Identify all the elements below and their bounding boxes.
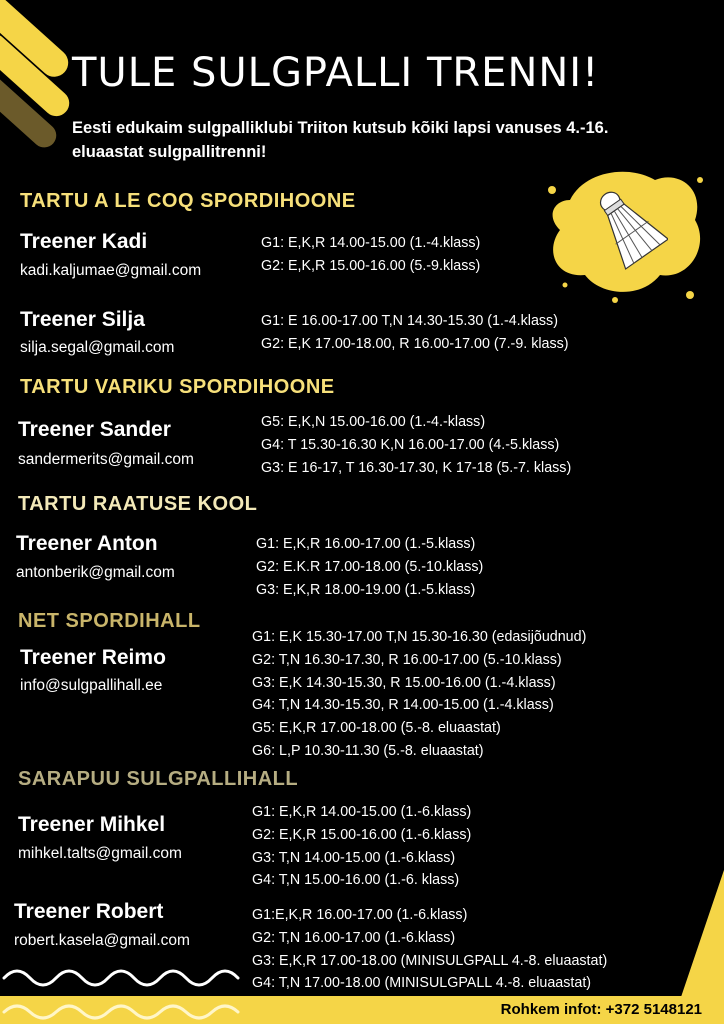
schedule-silja (261, 310, 569, 356)
coach-email-mihkel[interactable]: mihkel.talts@gmail.com (18, 845, 182, 862)
coach-email-silja[interactable]: silja.segal@gmail.com (20, 339, 175, 356)
schedule-line: G6: L,P 10.30-11.30 (5.-8. eluaastat) (252, 742, 484, 759)
schedule-line: G1: E 16.00-17.00 T,N 14.30-15.30 (1.-4.klass) (261, 313, 558, 329)
footer-contact-info: Rohkem infot: +372 5148121 (500, 1001, 702, 1018)
venue-heading-variku: TARTU VARIKU SPORDIHOONE (20, 376, 335, 398)
schedule-line: G2: E,K,R 15.00-16.00 (5.-9.klass) (261, 257, 481, 274)
coach-email-anton[interactable]: antonberik@gmail.com (16, 564, 175, 581)
coach-name-robert: Treener Robert (14, 900, 164, 923)
schedule-line: G3: E,K 14.30-15.30, R 15.00-16.00 (1.-4.klass) (252, 674, 556, 691)
schedule-mihkel (252, 801, 471, 892)
venue-heading-net: NET SPORDIHALL (18, 610, 201, 632)
schedule-line: G2: T,N 16.30-17.30, R 16.00-17.00 (5.-10.klass) (252, 651, 562, 668)
decor-diagonal-accent (660, 870, 724, 1000)
schedule-line: G3: E,K,R 18.00-19.00 (1.-5.klass) (256, 581, 476, 598)
venue-heading-lecoq: TARTU A LE COQ SPORDIHOONE (20, 190, 356, 212)
page-subtitle: Eesti edukaim sulgpalliklubi Triiton kutsub kõiki lapsi vanuses 4.-16. eluaastat sulgpallitrenni! (72, 119, 609, 161)
schedule-line: G4: T,N 17.00-18.00 (MINISULGPALL 4.-8. eluaastat) (252, 975, 592, 992)
schedule-robert (252, 904, 607, 995)
coach-email-reimo[interactable]: info@sulgpallihall.ee (20, 677, 163, 694)
venue-heading-sarapuu: SARAPUU SULGPALLIHALL (18, 768, 299, 790)
schedule-line: G1: E,K,R 16.00-17.00 (1.-5.klass) (256, 536, 476, 552)
schedule-line: G4: T 15.30-16.30 K,N 16.00-17.00 (4.-5.klass) (261, 436, 560, 453)
venue-heading-raatuse: TARTU RAATUSE KOOL (18, 493, 258, 515)
coach-name-anton: Treener Anton (16, 532, 158, 555)
schedule-kadi (261, 232, 480, 278)
schedule-line: G1:E,K,R 16.00-17.00 (1.-6.klass) (252, 907, 468, 923)
schedule-reimo (252, 626, 586, 763)
coach-name-sander: Treener Sander (18, 418, 171, 441)
schedule-anton (256, 533, 483, 601)
schedule-line: G3: E 16-17, T 16.30-17.30, K 17-18 (5.-7. klass) (261, 459, 572, 476)
schedule-line: G2: T,N 16.00-17.00 (1.-6.klass) (252, 929, 456, 946)
schedule-line: G5: E,K,R 17.00-18.00 (5.-8. eluaastat) (252, 720, 501, 737)
footer-wave-decoration (0, 998, 250, 1022)
schedule-line: G1: E,K,R 14.00-15.00 (1.-4.klass) (261, 235, 481, 251)
page-title: TULE SULGPALLI TRENNI! (72, 50, 600, 96)
coach-name-reimo: Treener Reimo (20, 646, 166, 669)
coach-email-sander[interactable]: sandermerits@gmail.com (18, 451, 194, 468)
schedule-line: G3: E,K,R 17.00-18.00 (MINISULGPALL 4.-8. eluaastat) (252, 952, 608, 969)
coach-name-silja: Treener Silja (20, 308, 145, 331)
coach-email-kadi[interactable]: kadi.kaljumae@gmail.com (20, 262, 202, 279)
schedule-line: G3: T,N 14.00-15.00 (1.-6.klass) (252, 849, 456, 866)
schedule-line: G2: E.K.R 17.00-18.00 (5.-10.klass) (256, 558, 484, 575)
schedule-line: G4: T,N 14.30-15.30, R 14.00-15.00 (1.-4.klass) (252, 697, 554, 714)
wave-decoration (0, 962, 250, 990)
schedule-line: G2: E,K,R 15.00-16.00 (1.-6.klass) (252, 826, 472, 843)
coach-email-robert[interactable]: robert.kasela@gmail.com (14, 932, 190, 949)
schedule-sander (261, 411, 571, 479)
schedule-line: G5: E,K,N 15.00-16.00 (1.-4.-klass) (261, 414, 486, 430)
schedule-line: G4: T,N 15.00-16.00 (1.-6. klass) (252, 872, 460, 889)
coach-name-kadi: Treener Kadi (20, 230, 148, 253)
coach-name-mihkel: Treener Mihkel (18, 813, 166, 836)
shuttlecock-icon (588, 182, 668, 272)
schedule-line: G1: E,K,R 14.00-15.00 (1.-6.klass) (252, 804, 472, 820)
schedule-line: G2: E,K 17.00-18.00, R 16.00-17.00 (7.-9. klass) (261, 335, 569, 352)
schedule-line: G1: E,K 15.30-17.00 T,N 15.30-16.30 (edasijõudnud) (252, 629, 587, 645)
